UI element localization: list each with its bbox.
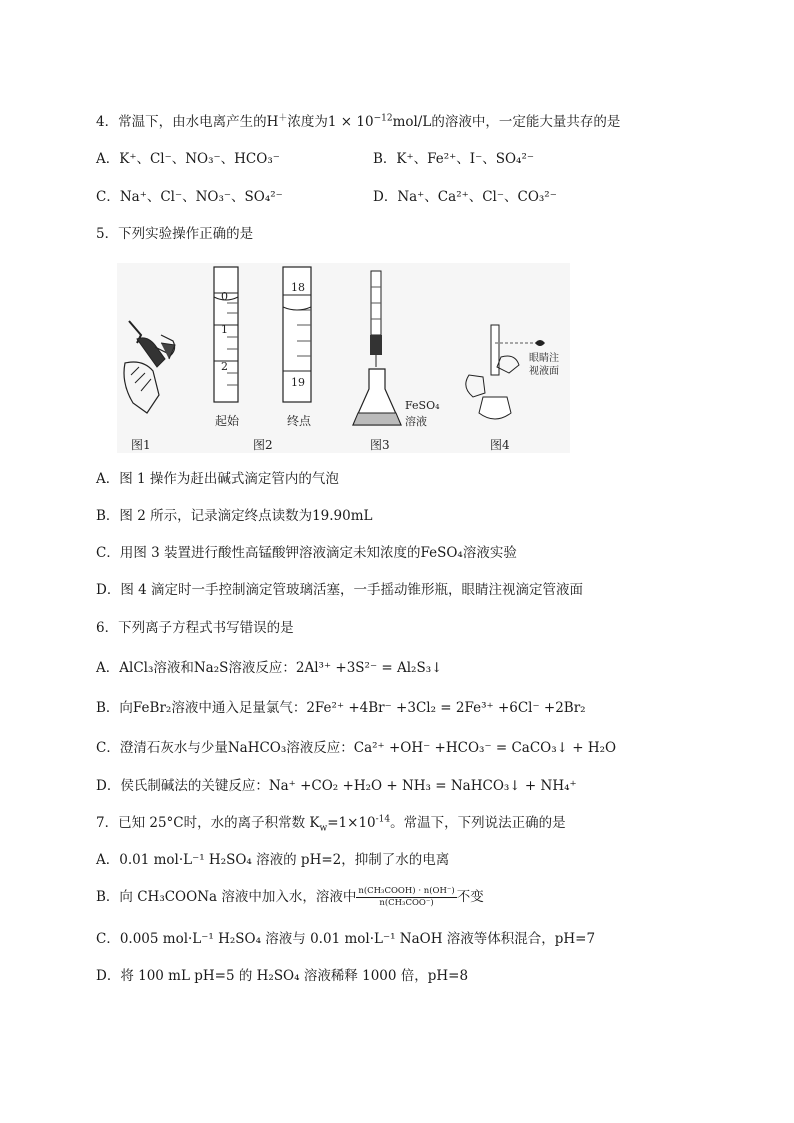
feso4-label: FeSO₄	[405, 399, 440, 412]
q5-option-a: A．图 1 操作为赶出碱式滴定管内的气泡	[96, 471, 339, 487]
q4-option-a: A．K⁺、Cl⁻、NO₃⁻、HCO₃⁻	[96, 151, 280, 167]
eye-note-line1: 眼睛注	[529, 353, 559, 364]
q7-option-a: A．0.01 mol·L⁻¹ H₂SO₄ 溶液的 pH=2，抑制了水的电离	[96, 852, 450, 868]
q5-stem: 5．下列实验操作正确的是	[96, 226, 254, 242]
q7-b-fraction: $\frac{\text{n(CH₃COOH) · n(OH⁻)}}{\text{n(CH₃COO⁻)}}$	[358, 886, 455, 908]
q6-option-a: A．AlCl₃溶液和Na₂S溶液反应：2Al³⁺ +3S²⁻ = Al₂S₃↓	[96, 660, 443, 676]
figure1-hand-illustration	[124, 321, 175, 413]
caption-figure4: 图4	[490, 438, 510, 452]
figure2-burette-end	[283, 267, 312, 428]
burette-tick-18: 18	[291, 281, 305, 294]
burette-tick-0: 0	[221, 290, 228, 303]
q7-option-c: C．0.005 mol·L⁻¹ H₂SO₄ 溶液与 0.01 mol·L⁻¹ NaOH 溶液等体积混合，pH=7	[96, 931, 596, 947]
q7-option-d: D．将 100 mL pH=5 的 H₂SO₄ 溶液稀释 1000 倍，pH=8	[96, 968, 469, 984]
q6-option-d: D．侯氏制碱法的关键反应：Na⁺ +CO₂ +H₂O + NH₃ = NaHCO₃↓ + NH₄⁺	[96, 778, 577, 794]
burette-tick-19: 19	[291, 376, 305, 389]
q6-option-c: C．澄清石灰水与少量NaHCO₃溶液反应：Ca²⁺ +OH⁻ +HCO₃⁻ = CaCO₃↓ + H₂O	[96, 740, 617, 756]
q4-option-c: C．Na⁺、Cl⁻、NO₃⁻、SO₄²⁻	[96, 189, 283, 205]
figure3-titration-setup	[353, 271, 440, 428]
q5-option-b: B．图 2 所示，记录滴定终点读数为19.90mL	[96, 508, 373, 524]
burette-tick-1: 1	[221, 323, 228, 336]
caption-figure3: 图3	[370, 438, 390, 452]
q4-stem: 4．常温下，由水电离产生的H＋浓度为$1 \times 10^{-12}mol/L$的溶液中，一定能大量共存的是	[96, 113, 621, 130]
experiment-figure	[117, 263, 570, 453]
q7-stem: 7．已知 25°C时，水的离子积常数 $K_w=1\times 10^{-14}$。常温下，下列说法正确的是	[96, 814, 566, 834]
figure2-burette-start	[214, 267, 240, 428]
caption-figure1: 图1	[131, 438, 151, 452]
experiment-figure-svg	[117, 263, 570, 453]
q5-option-d: D．图 4 滴定时一手控制滴定管玻璃活塞，一手摇动锥形瓶，眼睛注视滴定管液面	[96, 582, 583, 598]
caption-figure2: 图2	[253, 438, 273, 452]
q6-stem: 6．下列离子方程式书写错误的是	[96, 620, 294, 636]
figure4-titration-hands	[466, 325, 559, 419]
label-end: 终点	[287, 414, 312, 428]
solution-label: 溶液	[405, 415, 427, 428]
label-start: 起始	[215, 414, 240, 428]
q4-option-b: B．K⁺、Fe²⁺、I⁻、SO₄²⁻	[373, 151, 535, 167]
eye-note-line2: 视液面	[529, 366, 559, 377]
q4-option-d: D．Na⁺、Ca²⁺、Cl⁻、CO₃²⁻	[373, 189, 557, 205]
q6-option-b: B．向FeBr₂溶液中通入足量氯气：2Fe²⁺ +4Br⁻ +3Cl₂ = 2Fe³⁺ +6Cl⁻ +2Br₂	[96, 700, 586, 716]
q7-option-b: B．向 CH₃COONa 溶液中加入水，溶液中 $\frac{\text{n(CH₃COOH) · n(OH⁻)}}{\text{n(CH₃COO⁻)}}$ 不变	[96, 886, 484, 908]
q5-option-c: C．用图 3 装置进行酸性高锰酸钾溶液滴定未知浓度的FeSO₄溶液实验	[96, 545, 517, 561]
eye-icon	[535, 340, 545, 346]
burette-tick-2: 2	[221, 360, 228, 373]
